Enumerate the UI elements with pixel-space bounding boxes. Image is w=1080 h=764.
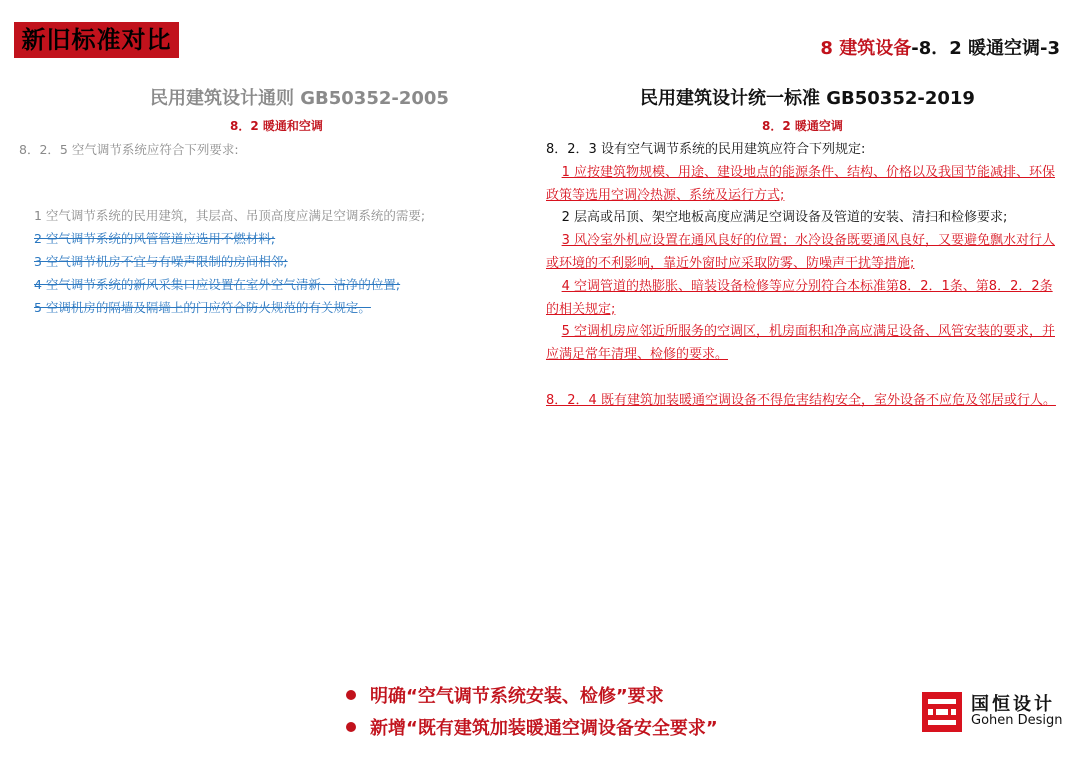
summary-bullet-2 (346, 713, 718, 745)
summary-bullet-1-text: 明确“空气调节系统安装、检修”要求 (370, 686, 664, 707)
new-section-heading: 8．2 暖通空调 (762, 119, 843, 133)
new-clause-2 (546, 390, 1064, 413)
new-item-5 (546, 321, 1064, 367)
summary-bullet-1 (346, 681, 718, 713)
new-item-3-text: 3 风冷室外机应设置在通风良好的位置；水冷设备既要通风良好，又要避免飘水对行人或环境的不利影响，靠近外窗时应采取防雾、防噪声干扰等措施; (546, 233, 1055, 271)
new-standard-body (546, 139, 1064, 413)
old-item-2-deleted: 2 空气调节系统的风管管道应选用不燃材料; (34, 231, 276, 246)
logo-english-name: Gohen Design (971, 713, 1063, 728)
summary-bullets (346, 681, 718, 745)
chapter-heading-black: -8．2 暖通空调-3 (911, 38, 1060, 59)
new-item-3 (546, 230, 1064, 276)
comparison-tag: 新旧标准对比 (14, 22, 179, 58)
old-section-heading: 8．2 暖通和空调 (230, 119, 323, 133)
chapter-heading (820, 34, 1060, 60)
old-item-4-deleted: 4 空气调节系统的新风采集口应设置在室外空气清新、洁净的位置; (34, 277, 401, 292)
new-item-2: 2 层高或吊顶、架空地板高度应满足空调设备及管道的安装、清扫和检修要求; (561, 210, 1008, 226)
bullet-dot-icon (346, 690, 356, 700)
company-logo (922, 690, 1062, 734)
new-clause-heading: 8．2．3 设有空气调节系统的民用建筑应符合下列规定: (546, 142, 866, 157)
old-item-1: 1 空气调节系统的民用建筑，其层高、吊顶高度应满足空调系统的需要; (34, 208, 426, 223)
old-item-5-deleted: 5 空调机房的隔墙及隔墙上的门应符合防火规范的有关规定。 (34, 300, 371, 315)
logo-chinese-name: 国恒设计 (971, 694, 1055, 715)
chapter-heading-red: 8 建筑设备 (820, 38, 912, 59)
bullet-dot-icon (346, 722, 356, 732)
summary-bullet-2-text: 新增“既有建筑加装暖通空调设备安全要求” (370, 718, 718, 739)
new-item-5-text: 5 空调机房应邻近所服务的空调区，机房面积和净高应满足设备、风管安装的要求，并应满足常年清理、检修的要求。 (546, 324, 1055, 363)
spacer (546, 367, 1064, 390)
old-item-3-deleted: 3 空气调节机房不宜与有噪声限制的房间相邻; (34, 254, 288, 269)
new-item-4-text: 4 空调管道的热膨胀、暗装设备检修等应分别符合本标准第8．2．1条、第8．2．2条的相关规定; (546, 278, 1053, 317)
new-item-1 (546, 162, 1064, 208)
new-item-1-text: 1 应按建筑物规模、用途、建设地点的能源条件、结构、价格以及我国节能减排、环保政策等选用空调冷热源、系统及运行方式; (546, 164, 1055, 203)
old-standard-title: 民用建筑设计通则 GB50352-2005 (150, 88, 449, 109)
new-standard-title: 民用建筑设计统一标准 GB50352-2019 (640, 88, 975, 109)
old-clause-heading: 8．2．5 空气调节系统应符合下列要求: (19, 142, 239, 157)
gohen-logo-icon (922, 692, 962, 732)
new-clause-2-text: 8．2．4 既有建筑加装暖通空调设备不得危害结构安全，室外设备不应危及邻居或行人。 (546, 392, 1056, 408)
new-item-4 (546, 276, 1064, 322)
